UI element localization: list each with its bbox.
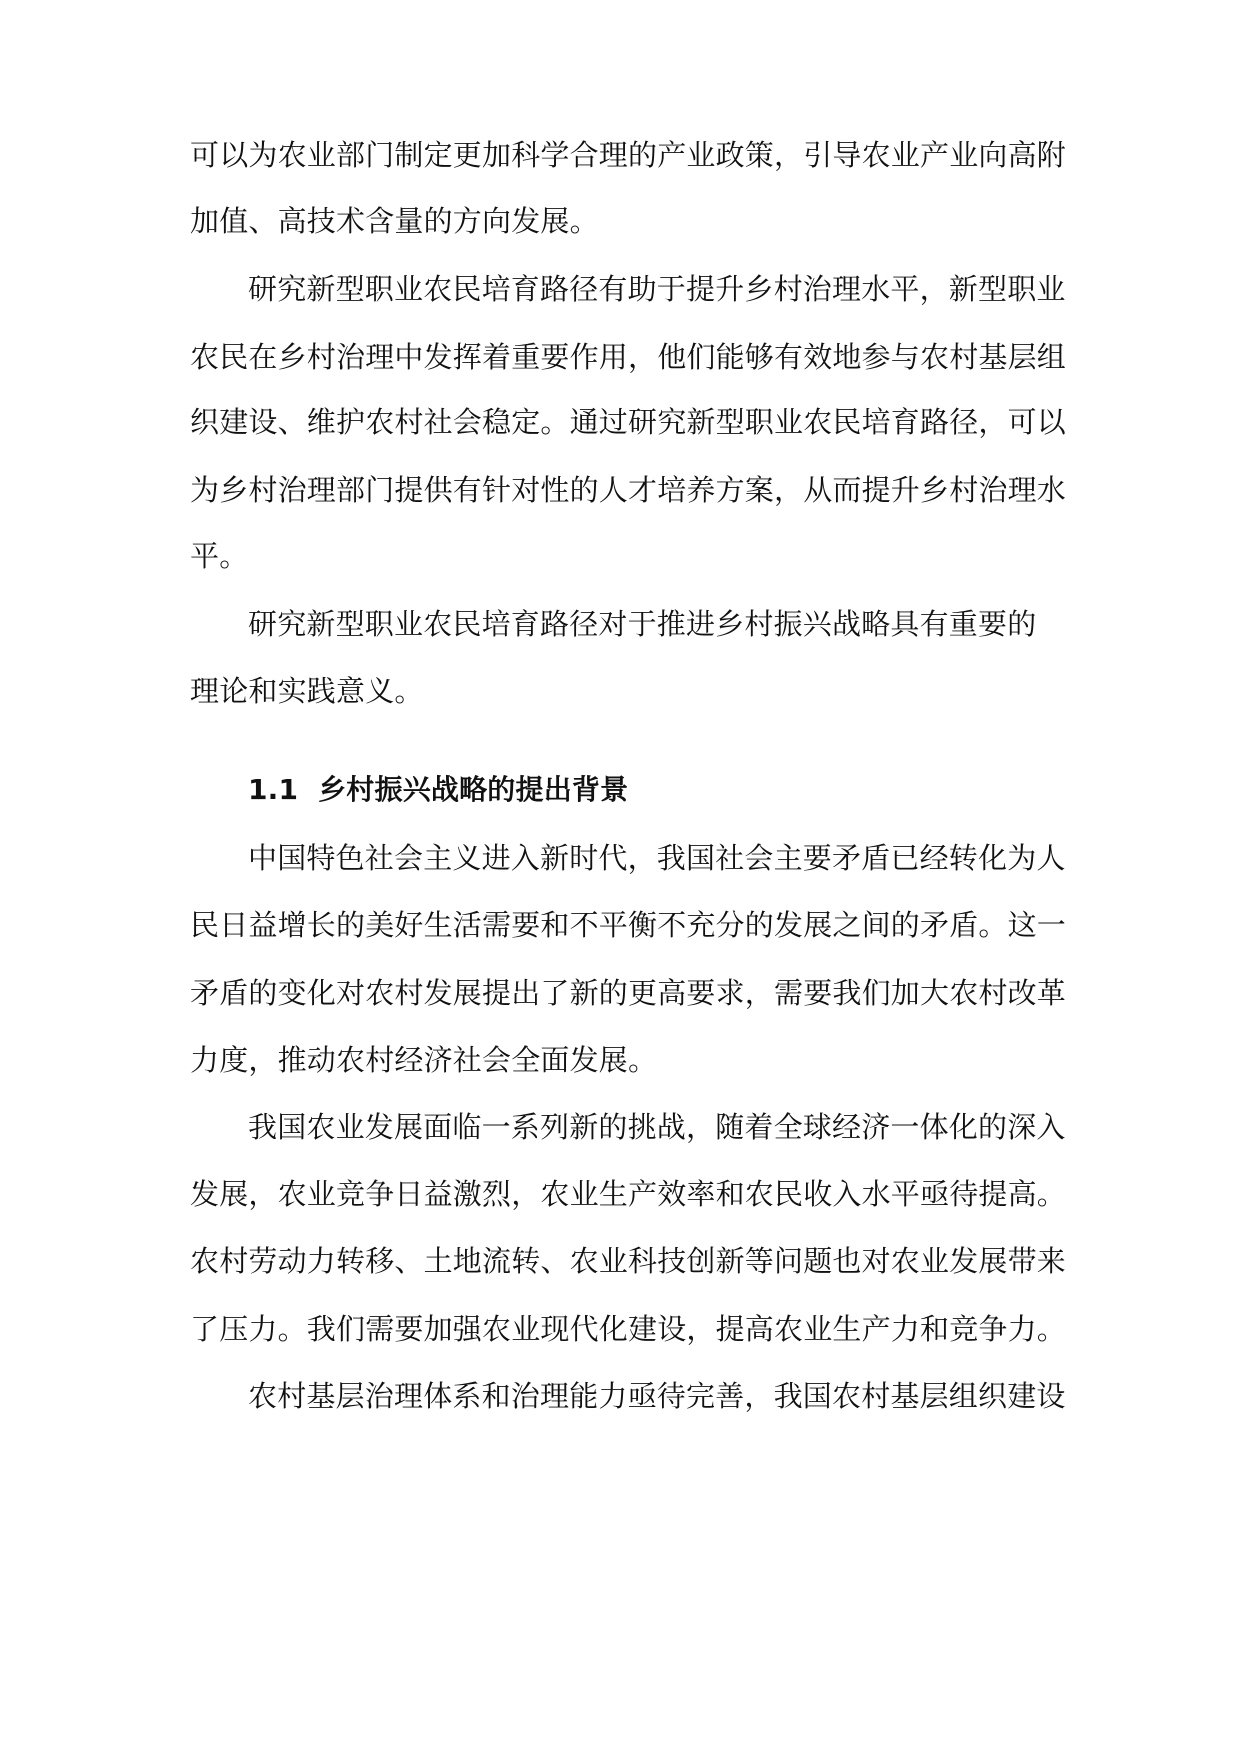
paragraph-1-line-2: 加值、高技术含量的方向发展。 xyxy=(190,204,599,238)
paragraph-3-line-1: 研究新型职业农民培育路径对于推进乡村振兴战略具有重要的 xyxy=(248,607,1037,641)
section-number: 1.1 xyxy=(248,773,299,806)
paragraph-2-line-4: 为乡村治理部门提供有针对性的人才培养方案，从而提升乡村治理水 xyxy=(190,473,1067,507)
paragraph-2-line-2: 农民在乡村治理中发挥着重要作用，他们能够有效地参与农村基层组 xyxy=(190,340,1067,374)
section-paragraph-1-line-1: 中国特色社会主义进入新时代，我国社会主要矛盾已经转化为人 xyxy=(248,841,1066,875)
section-paragraph-2-line-3: 农村劳动力转移、土地流转、农业科技创新等问题也对农业发展带来 xyxy=(190,1244,1067,1278)
section-paragraph-1-line-2: 民日益增长的美好生活需要和不平衡不充分的发展之间的矛盾。这一 xyxy=(190,908,1067,942)
paragraph-3-line-2: 理论和实践意义。 xyxy=(190,674,424,708)
section-paragraph-2-line-2: 发展，农业竞争日益激烈，农业生产效率和农民收入水平亟待提高。 xyxy=(190,1177,1067,1211)
section-heading xyxy=(248,770,1118,810)
section-paragraph-2-line-1: 我国农业发展面临一系列新的挑战，随着全球经济一体化的深入 xyxy=(248,1110,1066,1144)
section-paragraph-2-line-4: 了压力。我们需要加强农业现代化建设，提高农业生产力和竞争力。 xyxy=(190,1312,1067,1346)
paragraph-2-line-3: 织建设、维护农村社会稳定。通过研究新型职业农民培育路径，可以 xyxy=(190,405,1067,439)
section-paragraph-1-line-4: 力度，推动农村经济社会全面发展。 xyxy=(190,1043,658,1077)
paragraph-1-line-1: 可以为农业部门制定更加科学合理的产业政策，引导农业产业向高附 xyxy=(190,138,1067,172)
section-paragraph-3-line-1: 农村基层治理体系和治理能力亟待完善，我国农村基层组织建设 xyxy=(248,1379,1066,1413)
section-title: 乡村振兴战略的提出背景 xyxy=(318,773,629,806)
section-paragraph-1-line-3: 矛盾的变化对农村发展提出了新的更高要求，需要我们加大农村改革 xyxy=(190,976,1067,1010)
paragraph-2-line-1: 研究新型职业农民培育路径有助于提升乡村治理水平，新型职业 xyxy=(248,272,1066,306)
paragraph-2-line-5: 平。 xyxy=(190,539,249,573)
